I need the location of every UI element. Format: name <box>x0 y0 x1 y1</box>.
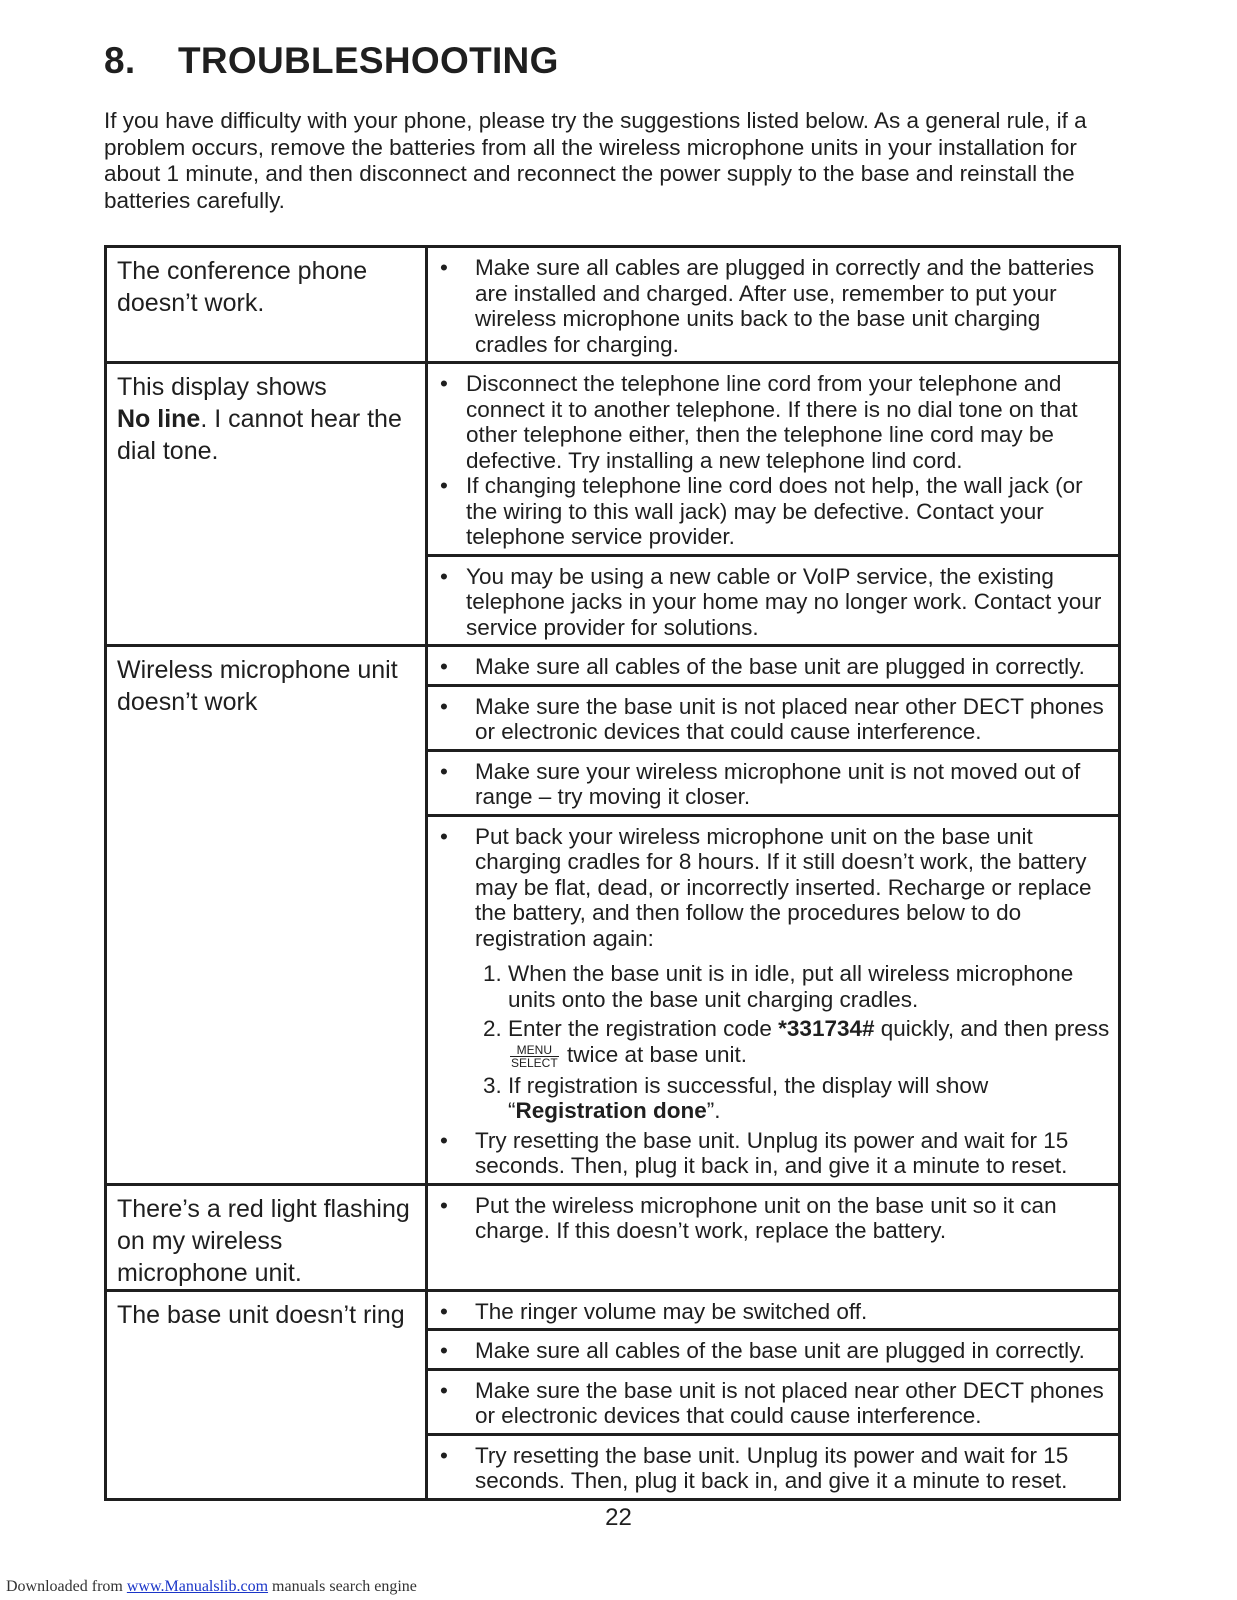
solution-text: Try resetting the base unit. Unplug its power and wait for 15 seconds. Then, plug it back in, and give it a minute to reset. <box>475 1127 1069 1178</box>
solution-text: Make sure all cables are plugged in correctly and the batteries are installed and charged. After use, remember to put your wireless microphone units back to the base unit charging cradles for charging. <box>475 255 1095 357</box>
no-line-label: No line <box>117 405 201 433</box>
bullet-icon: • <box>440 693 448 719</box>
solution-cell <box>427 750 1120 815</box>
list-item <box>438 694 1112 745</box>
list-item <box>483 1073 1112 1124</box>
problem-cell: Wireless microphone unit doesn’t work <box>106 646 427 1185</box>
solution-cell <box>427 555 1120 646</box>
registration-done-label: Registration done <box>515 1098 707 1123</box>
solution-text: Make sure all cables of the base unit are plugged in correctly. <box>475 654 1085 679</box>
troubleshooting-table <box>104 245 1121 1501</box>
bullet-icon: • <box>440 1127 448 1153</box>
solution-cell <box>427 363 1120 556</box>
solution-text: Put back your wireless microphone unit on the base unit charging cradles for 8 hours. If it still doesn’t work, the battery may be flat, dead, or incorrectly inserted. Recharge or replace the battery, and then follow the procedures below to do registration again: <box>475 823 1092 951</box>
bullet-icon: • <box>440 654 448 679</box>
solution-text: Make sure your wireless microphone unit is not moved out of range – try moving it closer. <box>475 758 1081 809</box>
solution-text: You may be using a new cable or VoIP service, the existing telephone jacks in your home may no longer work. Contact your service provider for solutions. <box>466 563 1102 640</box>
step-text-part: quickly, and then press <box>874 1016 1110 1041</box>
list-item <box>483 961 1112 1012</box>
list-item <box>438 473 1112 550</box>
table-row <box>106 1184 1120 1290</box>
bullet-icon: • <box>440 1338 448 1363</box>
solution-cell <box>427 1369 1120 1434</box>
bullet-icon: • <box>440 1377 448 1403</box>
bullet-icon: • <box>440 563 448 589</box>
table-row <box>106 247 1120 363</box>
manualslib-link[interactable]: www.Manualslib.com <box>126 1578 269 1595</box>
step-number: 3. <box>483 1072 502 1098</box>
solution-cell <box>427 1184 1120 1290</box>
solution-text: Disconnect the telephone line cord from your telephone and connect it to another telephone. If there is no dial tone on that other telephone either, then the telephone line cord may be defective. Try installing a new telephone lind cord. <box>466 371 1078 473</box>
solution-text: Try resetting the base unit. Unplug its power and wait for 15 seconds. Then, plug it back in, and give it a minute to reset. <box>475 1442 1069 1493</box>
bullet-icon: • <box>440 1442 448 1468</box>
key-bottom-label: SELECT <box>511 1055 558 1070</box>
list-item <box>438 1128 1112 1179</box>
intro-paragraph: If you have difficulty with your phone, please try the suggestions listed below. As a general rule, if a problem occurs, remove the batteries from all the wireless microphone units in your installation for about 1 minute, and then disconnect and reconnect the power supply to the base and reinstall the batteries carefully. <box>104 108 1087 213</box>
bullet-icon: • <box>440 823 448 849</box>
step-text-part: Enter the registration code <box>508 1016 779 1041</box>
solution-cell <box>427 1434 1120 1499</box>
registration-steps <box>483 961 1112 1124</box>
registration-code: *331734# <box>778 1016 875 1041</box>
footer-prefix: Downloaded from <box>6 1578 127 1595</box>
page-number: 22 <box>605 1504 632 1531</box>
step-number: 2. <box>483 1016 502 1041</box>
menu-select-key-icon <box>510 1044 559 1069</box>
solution-text: Make sure the base unit is not placed near other DECT phones or electronic devices that could cause interference. <box>475 693 1104 744</box>
problem-cell: There’s a red light flashing on my wireless microphone unit. <box>106 1184 427 1290</box>
list-item <box>438 1193 1112 1244</box>
solution-text: Make sure all cables of the base unit are plugged in correctly. <box>475 1338 1085 1363</box>
step-text-part: twice at base unit. <box>560 1041 748 1067</box>
solution-text: Make sure the base unit is not placed near other DECT phones or electronic devices that could cause interference. <box>475 1377 1104 1428</box>
problem-cell: The base unit doesn’t ring <box>106 1290 427 1499</box>
solution-cell <box>427 1290 1120 1330</box>
table-row <box>106 363 1120 556</box>
solution-cell <box>427 1330 1120 1370</box>
download-footer <box>6 1578 417 1596</box>
solution-cell <box>427 685 1120 750</box>
problem-text: . I cannot hear the dial tone. <box>117 405 402 465</box>
list-item <box>483 1016 1112 1069</box>
problem-cell <box>106 363 427 646</box>
list-item <box>438 824 1112 952</box>
bullet-icon: • <box>440 255 448 280</box>
bullet-icon: • <box>440 473 448 498</box>
step-text-part: If registration is successful, the display will show “ <box>508 1072 989 1123</box>
bullet-icon: • <box>440 371 448 396</box>
bullet-icon: • <box>440 1192 448 1218</box>
problem-cell: The conference phone doesn’t work. <box>106 247 427 363</box>
table-row <box>106 646 1120 686</box>
list-item <box>438 1378 1112 1429</box>
solution-text: Put the wireless microphone unit on the base unit so it can charge. If this doesn’t work, replace the battery. <box>475 1192 1057 1243</box>
step-text-part: ”. <box>706 1098 721 1123</box>
list-item <box>438 371 1112 473</box>
step-number: 1. <box>483 961 502 986</box>
section-title: TROUBLESHOOTING <box>178 40 559 81</box>
problem-text: This display shows <box>117 373 327 401</box>
step-text <box>508 1073 1112 1124</box>
list-item <box>438 759 1112 810</box>
step-text: When the base unit is in idle, put all wireless microphone units onto the base unit charging cradles. <box>508 961 1074 1012</box>
bullet-icon: • <box>440 1298 448 1324</box>
bullet-icon: • <box>440 758 448 784</box>
solution-cell <box>427 646 1120 686</box>
list-item <box>438 564 1112 641</box>
page-heading <box>104 40 559 82</box>
solution-text: The ringer volume may be switched off. <box>475 1298 868 1324</box>
table-row <box>106 1290 1120 1330</box>
list-item <box>438 255 1112 357</box>
section-number: 8. <box>104 40 136 81</box>
step-text <box>508 1016 1112 1069</box>
solution-cell <box>427 247 1120 363</box>
list-item <box>438 1299 1112 1325</box>
list-item <box>438 1443 1112 1494</box>
solution-cell <box>427 815 1120 1184</box>
list-item <box>438 654 1112 680</box>
solution-text: If changing telephone line cord does not help, the wall jack (or the wiring to this wall jack) may be defective. Contact your telephone service provider. <box>466 473 1083 549</box>
list-item <box>438 1338 1112 1364</box>
key-top-label: MENU <box>510 1044 559 1057</box>
footer-suffix: manuals search engine <box>268 1578 417 1595</box>
